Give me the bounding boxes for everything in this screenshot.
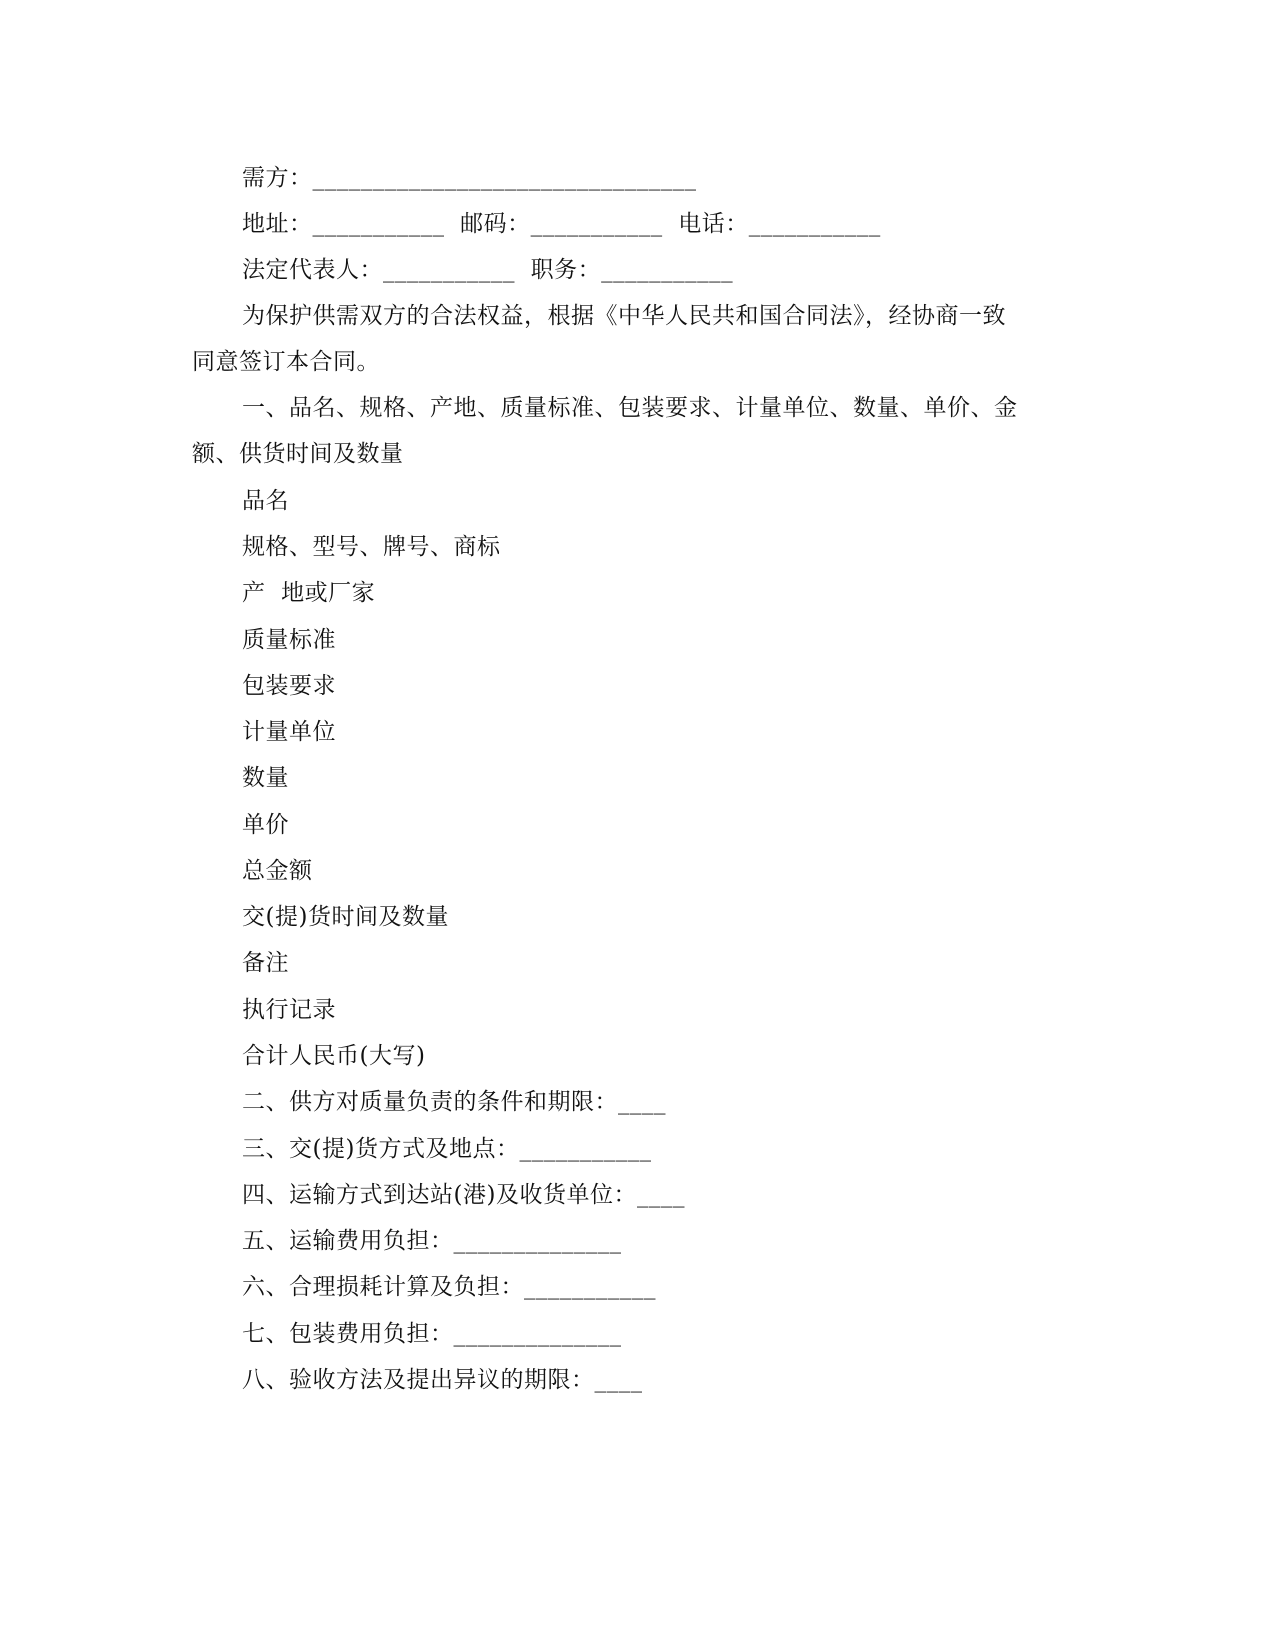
item-unit-price: 单价	[242, 812, 289, 838]
item-execution-record: 执行记录	[242, 997, 336, 1023]
clause-two: 二、供方对质量负责的条件和期限：____	[242, 1089, 666, 1115]
clause-seven: 七、包装费用负担：______________	[242, 1321, 622, 1347]
section-one-line-2: 额、供货时间及数量	[192, 441, 404, 467]
item-packaging: 包装要求	[242, 673, 336, 699]
item-spec: 规格、型号、牌号、商标	[242, 534, 501, 560]
clause-eight: 八、验收方法及提出异议的期限：____	[242, 1367, 643, 1393]
buyer-line: 需方：________________________________	[242, 165, 697, 191]
item-remarks: 备注	[242, 950, 289, 976]
item-quality-standard: 质量标准	[242, 627, 336, 653]
item-origin: 产 地或厂家	[242, 580, 376, 606]
item-unit: 计量单位	[242, 719, 336, 745]
clause-four: 四、运输方式到达站(港)及收货单位：____	[242, 1182, 685, 1208]
item-delivery-time: 交(提)货时间及数量	[242, 904, 449, 930]
address-line: 地址：___________ 邮码：___________ 电话：___________	[242, 211, 881, 237]
preamble-line-2: 同意签订本合同。	[192, 349, 380, 375]
preamble-line-1: 为保护供需双方的合法权益，根据《中华人民共和国合同法》，经协商一致	[242, 303, 1006, 329]
legal-rep-line: 法定代表人：___________ 职务：___________	[242, 257, 734, 283]
clause-five: 五、运输费用负担：______________	[242, 1228, 622, 1254]
section-one-line-1: 一、品名、规格、产地、质量标准、包装要求、计量单位、数量、单价、金	[242, 395, 1018, 421]
item-quantity: 数量	[242, 765, 289, 791]
item-name: 品名	[242, 488, 289, 514]
clause-six: 六、合理损耗计算及负担：___________	[242, 1274, 656, 1300]
clause-three: 三、交(提)货方式及地点：___________	[242, 1136, 652, 1162]
item-total-amount: 总金额	[242, 858, 313, 884]
item-total-rmb: 合计人民币(大写)	[242, 1043, 426, 1069]
